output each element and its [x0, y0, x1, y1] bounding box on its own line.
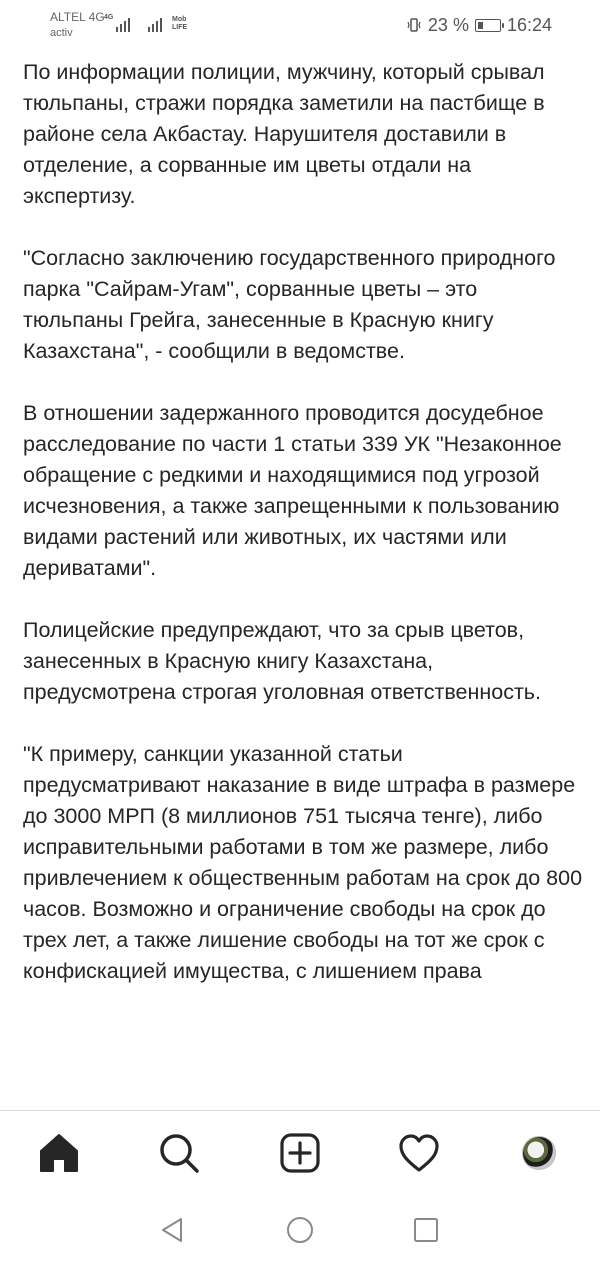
system-back-button[interactable] — [152, 1210, 192, 1250]
article-paragraph: "Согласно заключению государственного природного парка "Сайрам-Угам", сорванные цветы – это тюльпаны Грейга, занесенные в Красную книгу Казахстана", - сообщили в ведомстве. — [23, 246, 556, 363]
system-home-button[interactable] — [280, 1210, 320, 1250]
status-right-group — [406, 13, 552, 37]
system-recents-button[interactable] — [406, 1210, 446, 1250]
carrier-info — [50, 8, 120, 40]
system-nav-bar — [0, 1196, 600, 1265]
signal-strength-icon — [116, 14, 130, 32]
battery-percent: 23 % — [427, 14, 469, 35]
nav-search[interactable] — [157, 1131, 201, 1175]
vibrate-icon — [406, 17, 422, 33]
article-paragraph: По информации полиции, мужчину, который срывал тюльпаны, стражи порядка заметили на пастбище в районе села Акбастау. Нарушителя доставили в отделение, а сорванные им цветы отдали на экспертизу. — [23, 60, 545, 208]
nav-home[interactable] — [37, 1131, 81, 1175]
nav-activity[interactable] — [397, 1131, 441, 1175]
back-triangle-icon — [159, 1216, 185, 1244]
profile-avatar — [522, 1136, 556, 1170]
search-icon — [158, 1132, 200, 1174]
home-icon — [38, 1133, 80, 1173]
battery-icon — [475, 19, 501, 32]
network-2-label: Mob LIFE — [172, 16, 188, 31]
home-circle-icon — [285, 1215, 315, 1245]
add-post-icon — [279, 1132, 321, 1174]
article-body — [23, 57, 583, 1018]
nav-profile[interactable] — [517, 1131, 561, 1175]
article-paragraph: "К примеру, санкции указанной статьи предусматривают наказание в виде штрафа в размере до 3000 МРП (8 миллионов 751 тысяча тенге), либо исправительными работами в том же размере, либо привлечением к общественным работам на срок до 800 часов. Возможно и ограничение свободы на срок до трех лет, а также лишение свободы на тот же срок с конфискацией имущества, с лишением права — [23, 742, 583, 983]
clock: 16:24 — [506, 14, 552, 35]
heart-icon — [398, 1133, 440, 1173]
nav-new-post[interactable] — [278, 1131, 322, 1175]
recents-square-icon — [412, 1216, 440, 1244]
signal-strength-icon-2 — [148, 14, 162, 32]
status-bar — [0, 0, 600, 52]
network-type-label: 4G — [104, 14, 114, 21]
bottom-nav — [0, 1110, 600, 1197]
carrier-sub: activ — [50, 27, 73, 39]
article-paragraph: Полицейские предупреждают, что за срыв цветов, занесенных в Красную книгу Казахстана, предусмотрена строгая уголовная ответственность. — [23, 618, 541, 704]
battery-fill — [478, 22, 483, 29]
article-paragraph: В отношении задержанного проводится досудебное расследование по части 1 статьи 339 УК "Незаконное обращение с редкими и находящимися под угрозой исчезновения, а также запрещенными к пользованию видами растений или животных, их частями или дериватами". — [23, 401, 562, 580]
carrier-name: ALTEL 4G — [50, 10, 105, 24]
